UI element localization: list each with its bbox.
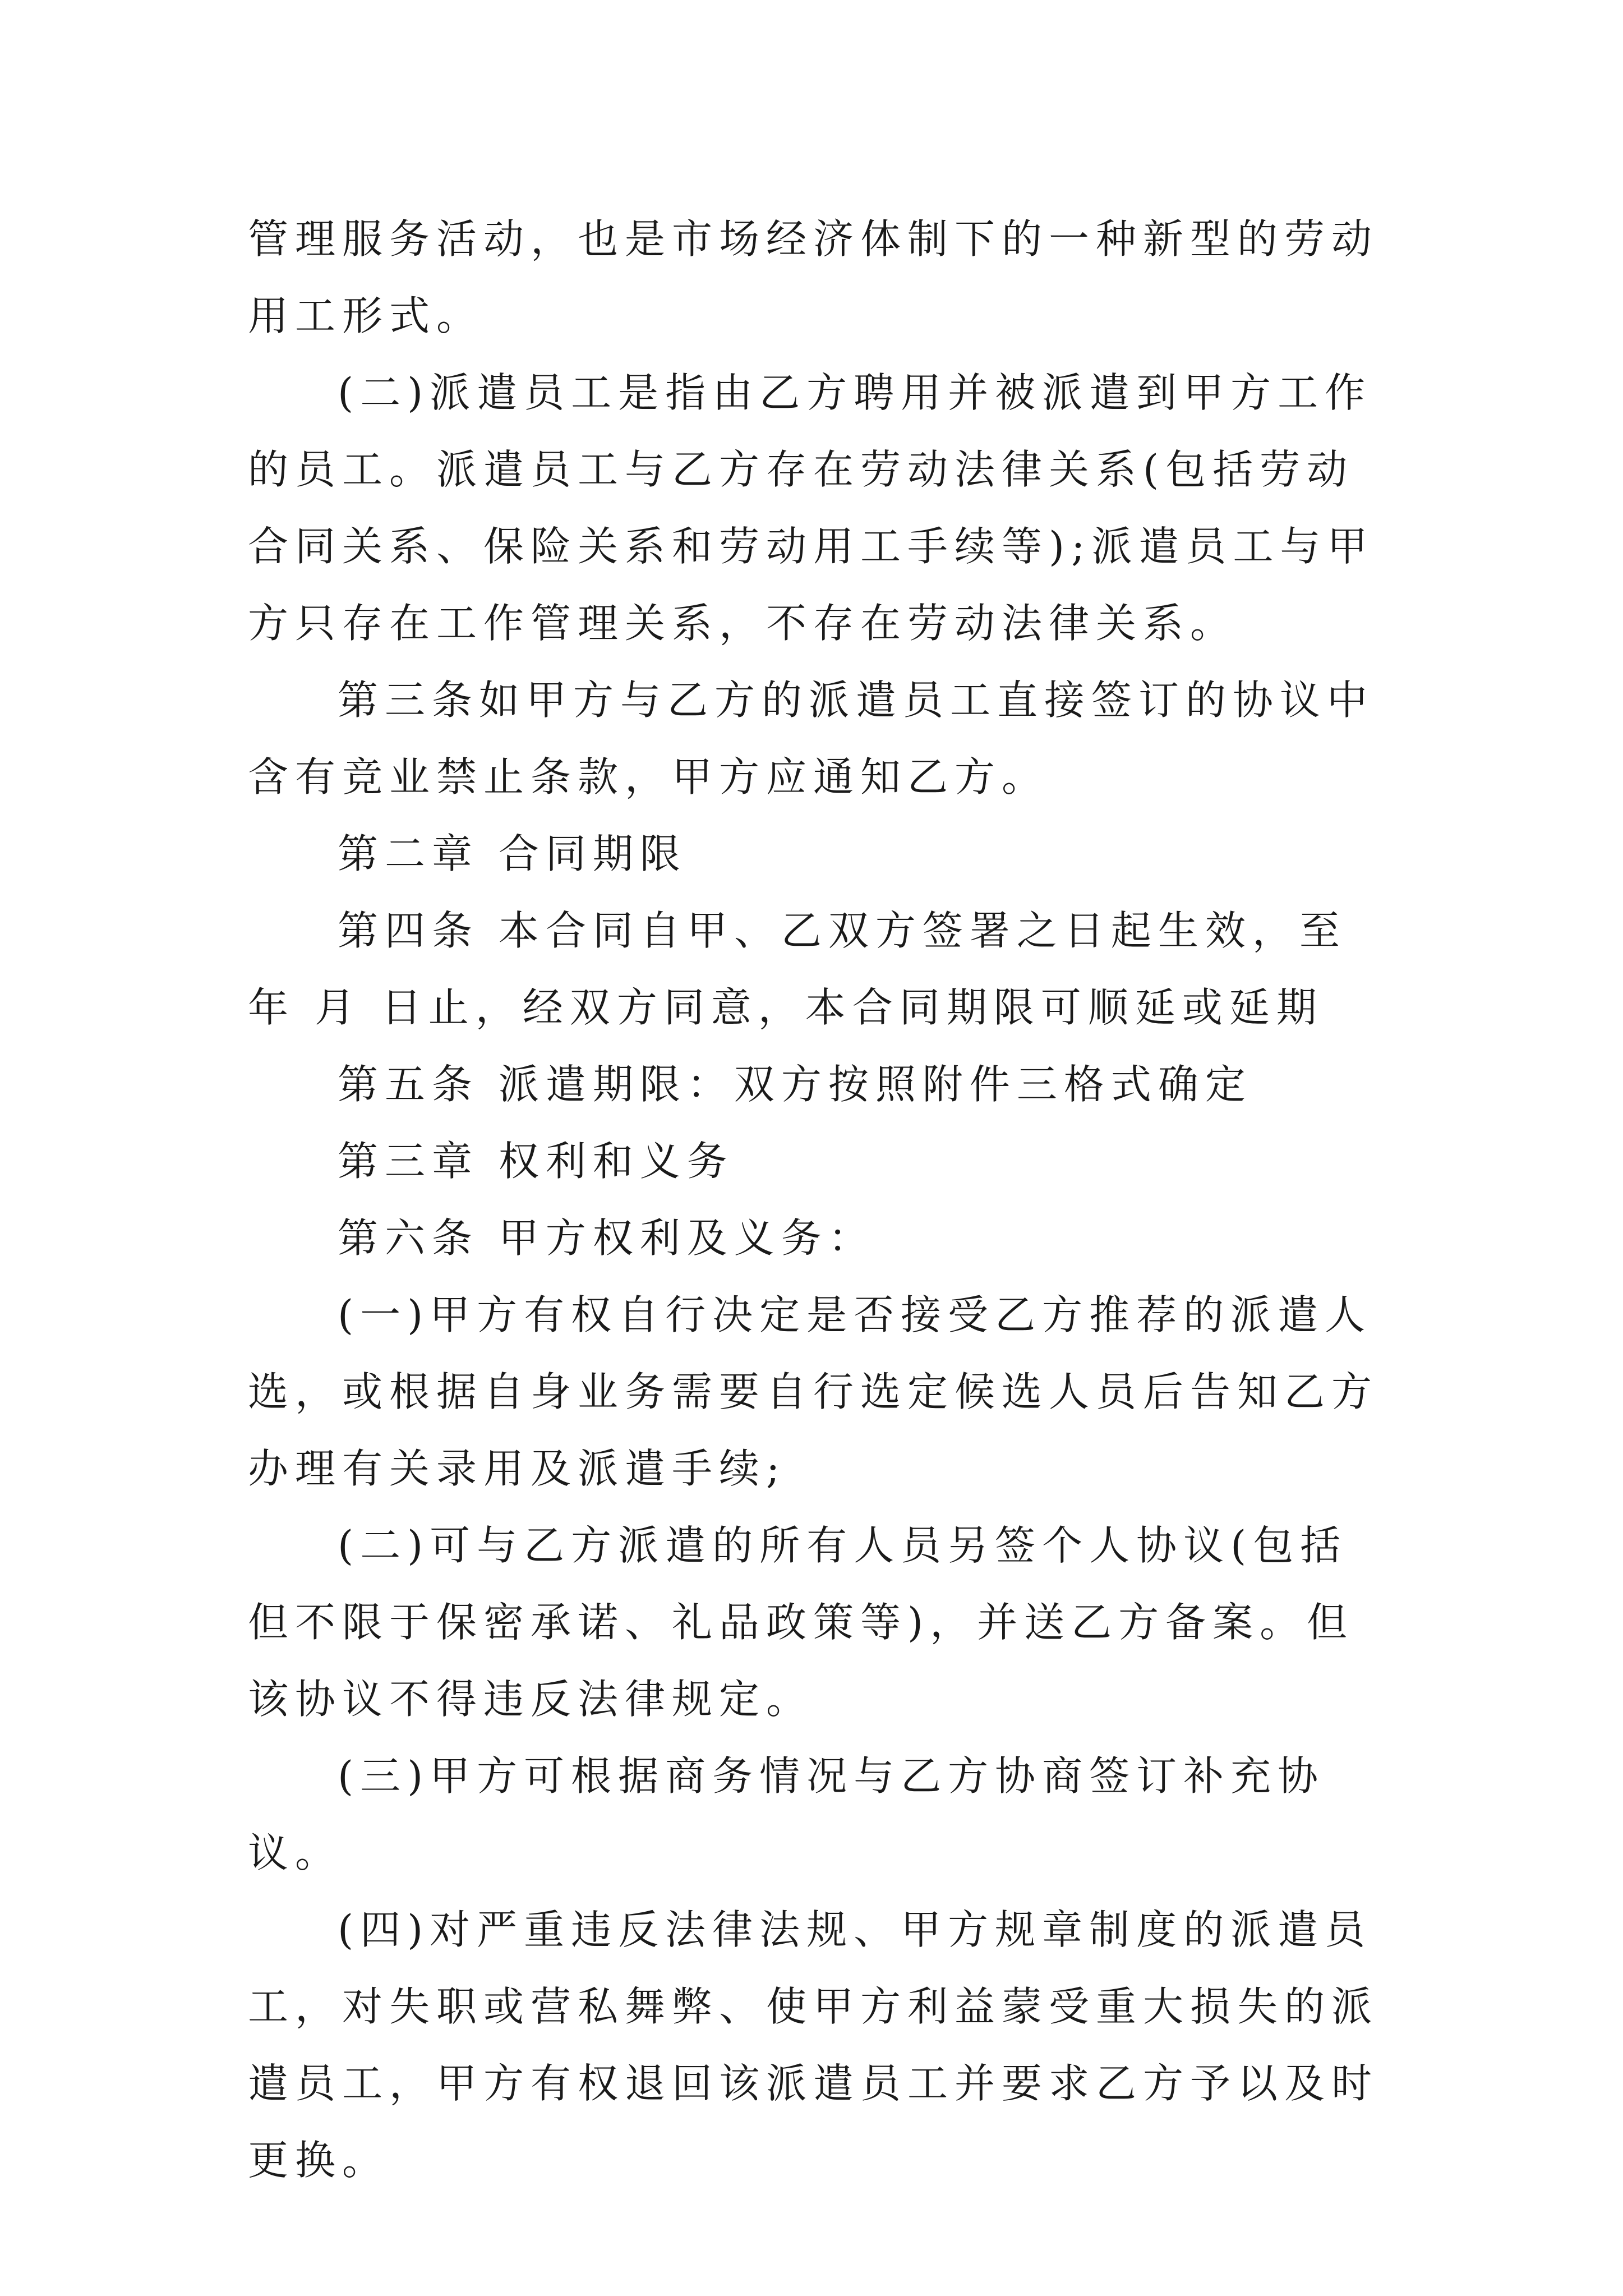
paragraph-right-4: (四)对严重违反法律法规、甲方规章制度的派遣员工，对失职或营私舞弊、使甲方利益蒙受重大损失的派遣员工，甲方有权退回该派遣员工并要求乙方予以及时更换。: [248, 1906, 1379, 2184]
paragraph-right-3: (三)甲方可根据商务情况与乙方协商签订补充协议。: [248, 1752, 1325, 1876]
paragraph-definition-2: (二)派遣员工是指由乙方聘用并被派遣到甲方工作的员工。派遣员工与乙方存在劳动法律关系(包括劳动合同关系、保险关系和劳动用工手续等);派遣员工与甲方只存在工作管理关系，不存在劳动法律关系。: [248, 369, 1375, 647]
heading-chapter-3: 第三章 权利和义务: [338, 1138, 734, 1185]
document-body: [248, 201, 1386, 2199]
paragraph-article-5: 第五条 派遣期限：双方按照附件三格式确定: [338, 1061, 1252, 1108]
paragraph-right-1: (一)甲方有权自行决定是否接受乙方推荐的派遣人选，或根据自身业务需要自行选定候选人员后告知乙方办理有关录用及派遣手续;: [248, 1291, 1379, 1492]
paragraph-article-4: 第四条 本合同自甲、乙双方签署之日起生效，至 年 月 日止，经双方同意，本合同期限可顺延或延期: [248, 907, 1366, 1031]
paragraph-right-2: (二)可与乙方派遣的所有人员另签个人协议(包括但不限于保密承诺、礼品政策等)，并送乙方备案。但该协议不得违反法律规定。: [248, 1522, 1354, 1723]
paragraph-intro-continuation: 管理服务活动，也是市场经济体制下的一种新型的劳动用工形式。: [248, 215, 1379, 339]
paragraph-article-6: 第六条 甲方权利及义务：: [338, 1214, 875, 1262]
heading-chapter-2: 第二章 合同期限: [338, 830, 687, 877]
paragraph-article-3: 第三条如甲方与乙方的派遣员工直接签订的协议中含有竞业禁止条款，甲方应通知乙方。: [248, 677, 1375, 800]
